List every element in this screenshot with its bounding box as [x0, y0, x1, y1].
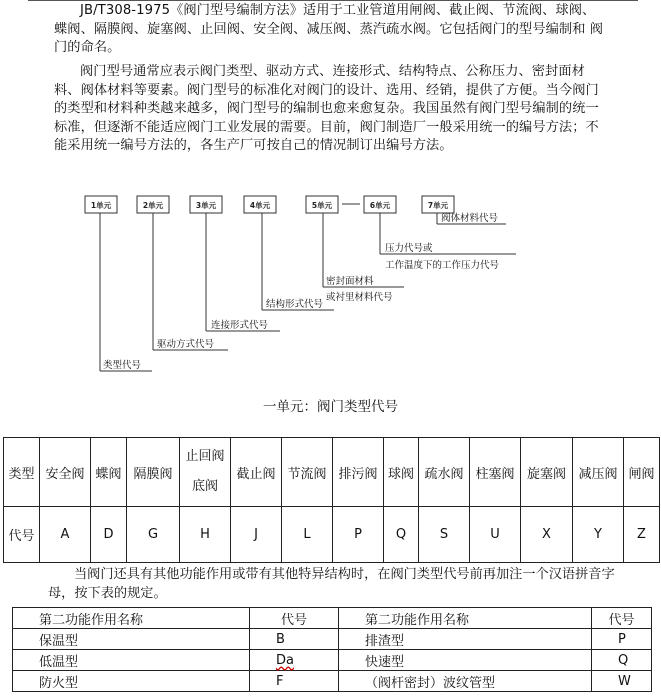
- type-code-cell: Q: [384, 507, 419, 563]
- intro-paragraph-2: 阀门型号通常应表示阀门类型、驱动方式、连接形式、结构特点、公称压力、密封面材料、阀体材料等要素。阀门型号的标准化对阀门的设计、选用、经销，提供了方便。当今阀门的类型和材料种类越来越多，阀门型号的编制也愈来愈复杂。我国虽然有阀门型号编制的统一标准，但逐渐不能适应阀门工业发展的需要。目前，阀门制造厂一般采用统一的编号方法；不能采用统一编号方法的，各生产厂可按自己的情况制订出编号方法。: [54, 64, 599, 154]
- type-code-cell: G: [127, 507, 180, 563]
- type-name-line: 止回阀: [185, 449, 225, 464]
- unit-box-5: 5单元: [311, 201, 333, 210]
- table-row: [13, 608, 652, 629]
- top-rule: [28, 0, 638, 1]
- label-pressure-1: 压力代号或: [385, 243, 433, 254]
- function-code-cell: Q: [592, 650, 652, 671]
- type-code-cell: U: [470, 507, 521, 563]
- function-head-code: 代号: [592, 608, 652, 629]
- label-body-material: 阀体材料代号: [441, 213, 499, 224]
- type-name-cell: 减压阀: [573, 438, 624, 507]
- unit-box-3: 3单元: [195, 201, 217, 210]
- label-drive-code: 驱动方式代号: [157, 339, 215, 350]
- type-code-cell: J: [231, 507, 282, 563]
- section-caption: 一单元：阀门类型代号: [263, 399, 398, 415]
- type-code-cell: L: [282, 507, 333, 563]
- function-code-cell: [250, 650, 339, 671]
- type-code-cell: A: [40, 507, 91, 563]
- unit-box-1: 1单元: [90, 201, 112, 210]
- type-name-cell: 安全阀: [40, 438, 91, 507]
- table-row: [13, 650, 652, 671]
- label-connection-code: 连接形式代号: [211, 320, 269, 331]
- type-code-cell: H: [180, 507, 231, 563]
- label-seal-material-1: 密封面材料: [326, 276, 374, 287]
- table-row: [13, 629, 652, 650]
- type-name-cell: 闸阀: [624, 438, 660, 507]
- label-type-code: 类型代号: [103, 360, 142, 371]
- type-name-cell: 截止阀: [231, 438, 282, 507]
- table-row: [13, 671, 652, 692]
- function-name-cell: 快速型: [339, 650, 592, 671]
- valve-type-table: [3, 437, 660, 563]
- unit-box-6: 6单元: [369, 201, 391, 210]
- unit-box-4: 4单元: [249, 201, 271, 210]
- function-code-cell: B: [250, 629, 339, 650]
- function-code-cell: F: [250, 671, 339, 692]
- function-name-cell: 低温型: [13, 650, 250, 671]
- type-name-cell: 隔膜阀: [127, 438, 180, 507]
- function-code-text: Da: [276, 652, 294, 668]
- type-code-cell: P: [333, 507, 384, 563]
- type-code-cell: X: [521, 507, 573, 563]
- type-code-cell: D: [91, 507, 127, 563]
- type-name-cell: 旋塞阀: [521, 438, 573, 507]
- second-function-paragraph: 当阀门还具有其他功能作用或带有其他特异结构时，在阀门类型代号前再加注一个汉语拼音字母，按下表的规定。: [48, 567, 615, 601]
- type-code-cell: Y: [573, 507, 624, 563]
- type-code-cell: S: [419, 507, 470, 563]
- type-name-cell: 节流阀: [282, 438, 333, 507]
- function-name-cell: 保温型: [13, 629, 250, 650]
- valve-model-diagram: [0, 188, 661, 400]
- type-name-cell: 球阀: [384, 438, 419, 507]
- type-name-cell: 柱塞阀: [470, 438, 521, 507]
- type-name-cell: 排污阀: [333, 438, 384, 507]
- type-name-cell: [180, 438, 231, 507]
- unit-box-7: 7单元: [427, 201, 449, 210]
- label-seal-material-2: 或衬里材料代号: [326, 292, 393, 303]
- table-row: [4, 507, 660, 563]
- label-pressure-2: 工作温度下的工作压力代号: [385, 260, 500, 271]
- unit-box-2: 2单元: [142, 201, 164, 210]
- function-head-name: 第二功能作用名称: [13, 608, 250, 629]
- function-code-cell: W: [592, 671, 652, 692]
- intro-paragraph-1: JB/T308-1975《阀门型号编制方法》适用于工业管道用闸阀、截止阀、节流阀、球阀、 蝶阀、隔膜阀、旋塞阀、止回阀、安全阀、减压阀、蒸汽疏水阀。它包括阀门的型号编制和 阀门的命名。: [54, 3, 604, 56]
- function-name-cell: 防火型: [13, 671, 250, 692]
- code-header-label: 代号: [4, 507, 40, 563]
- type-name-line: 底阀: [191, 479, 218, 494]
- function-name-cell: 排渣型: [339, 629, 592, 650]
- function-code-cell: P: [592, 629, 652, 650]
- table-row: [4, 438, 660, 507]
- type-header-label: 类型: [4, 438, 40, 507]
- function-head-code: 代号: [250, 608, 339, 629]
- function-name-cell: （阀杆密封）波纹管型: [339, 671, 592, 692]
- type-name-cell: 蝶阀: [91, 438, 127, 507]
- label-structure-code: 结构形式代号: [266, 299, 324, 310]
- type-code-cell: Z: [624, 507, 660, 563]
- type-name-cell: 疏水阀: [419, 438, 470, 507]
- second-function-table: [12, 607, 652, 692]
- function-head-name: 第二功能作用名称: [339, 608, 592, 629]
